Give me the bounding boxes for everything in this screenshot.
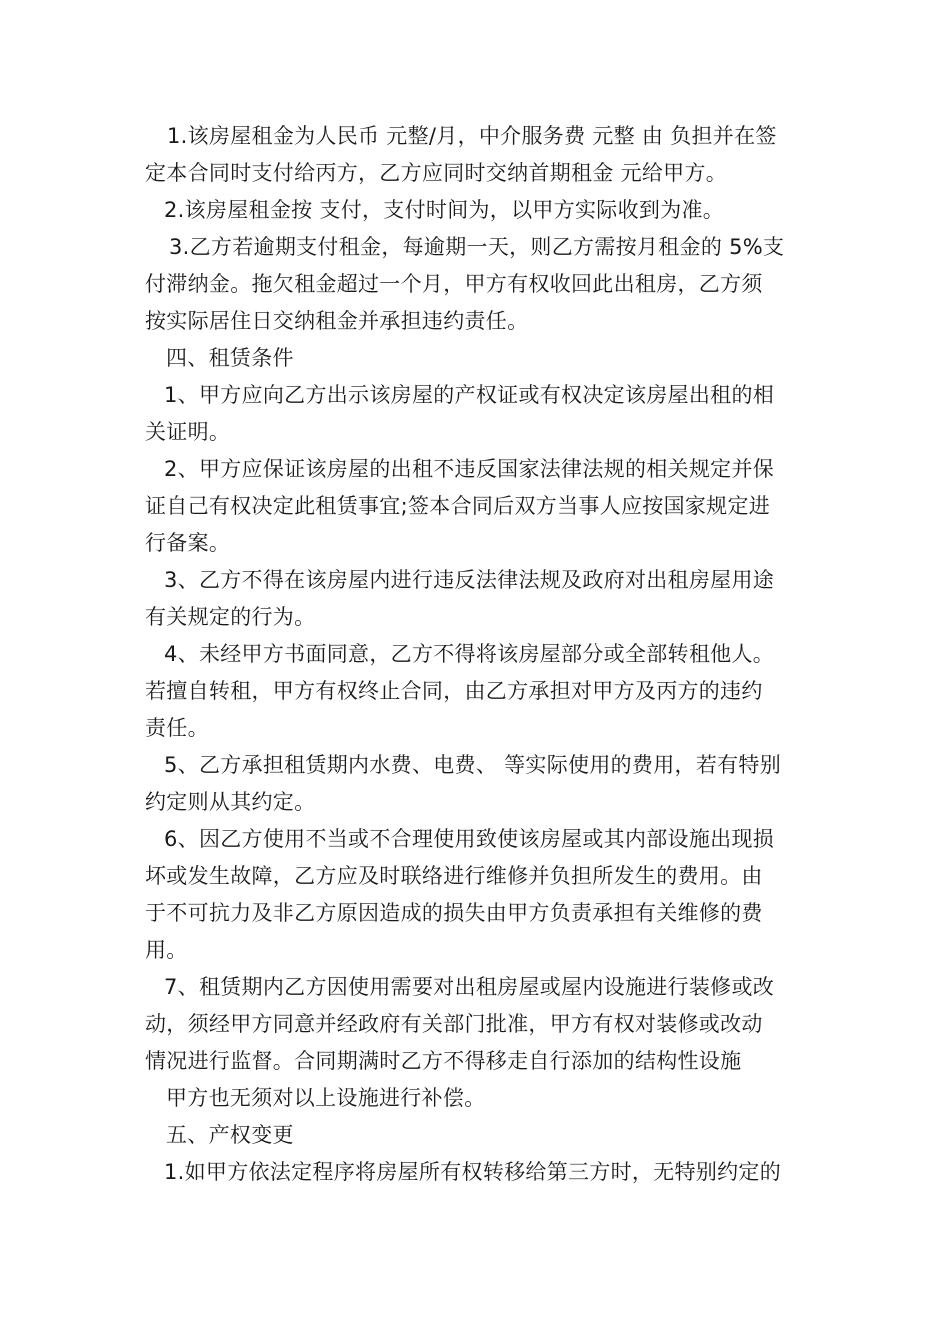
paragraph-line: 约定则从其约定。 — [145, 790, 316, 814]
section-heading: 四、租赁条件 — [166, 346, 294, 370]
paragraph-line: 6、因乙方使用不当或不合理使用致使该房屋或其内部设施出现损 — [164, 827, 775, 851]
paragraph-line: 7、租赁期内乙方因使用需要对出租房屋或屋内设施进行装修或改 — [164, 975, 775, 999]
paragraph-line: 责任。 — [145, 716, 209, 740]
paragraph-line: 定本合同时支付给丙方，乙方应同时交纳首期租金 元给甲方。 — [145, 161, 728, 185]
paragraph-line: 情况进行监督。合同期满时乙方不得移走自行添加的结构性设施 — [145, 1049, 742, 1073]
section-heading: 五、产权变更 — [166, 1123, 294, 1147]
paragraph-line: 付滞纳金。拖欠租金超过一个月，甲方有权收回此出租房，乙方须 — [145, 272, 763, 296]
paragraph-line: 1、甲方应向乙方出示该房屋的产权证或有权决定该房屋出租的相 — [164, 383, 775, 407]
paragraph-line: 1.如甲方依法定程序将房屋所有权转移给第三方时，无特别约定的 — [164, 1160, 782, 1184]
paragraph-line: 4、未经甲方书面同意，乙方不得将该房屋部分或全部转租他人。 — [164, 642, 775, 666]
paragraph-line: 3、乙方不得在该房屋内进行违反法律法规及政府对出租房屋用途 — [164, 568, 775, 592]
paragraph-line: 3.乙方若逾期支付租金，每逾期一天，则乙方需按月租金的 5%支 — [169, 235, 785, 259]
document-body — [145, 118, 810, 1191]
paragraph-line: 2.该房屋租金按 支付，支付时间为，以甲方实际收到为准。 — [164, 198, 725, 222]
paragraph-line: 行备案。 — [145, 531, 231, 555]
paragraph-line: 用。 — [145, 938, 188, 962]
paragraph-line: 2、甲方应保证该房屋的出租不违反国家法律法规的相关规定并保 — [164, 457, 775, 481]
paragraph-line: 按实际居住日交纳租金并承担违约责任。 — [145, 309, 529, 333]
paragraph-line: 甲方也无须对以上设施进行补偿。 — [166, 1086, 486, 1110]
paragraph-line: 1.该房屋租金为人民币 元整/月，中介服务费 元整 由 负担并在签 — [167, 124, 777, 148]
paragraph-line: 坏或发生故障，乙方应及时联络进行维修并负担所发生的费用。由 — [145, 864, 763, 888]
paragraph-line: 若擅自转租，甲方有权终止合同，由乙方承担对甲方及丙方的违约 — [145, 679, 763, 703]
paragraph-line: 于不可抗力及非乙方原因造成的损失由甲方负责承担有关维修的费 — [145, 901, 763, 925]
paragraph-line: 5、乙方承担租赁期内水费、电费、 等实际使用的费用，若有特别 — [164, 753, 782, 777]
paragraph-line: 关证明。 — [145, 420, 231, 444]
paragraph-line: 有关规定的行为。 — [145, 605, 316, 629]
paragraph-line: 动，须经甲方同意并经政府有关部门批准，甲方有权对装修或改动 — [145, 1012, 763, 1036]
paragraph-line: 证自己有权决定此租赁事宜;签本合同后双方当事人应按国家规定进 — [145, 494, 771, 518]
